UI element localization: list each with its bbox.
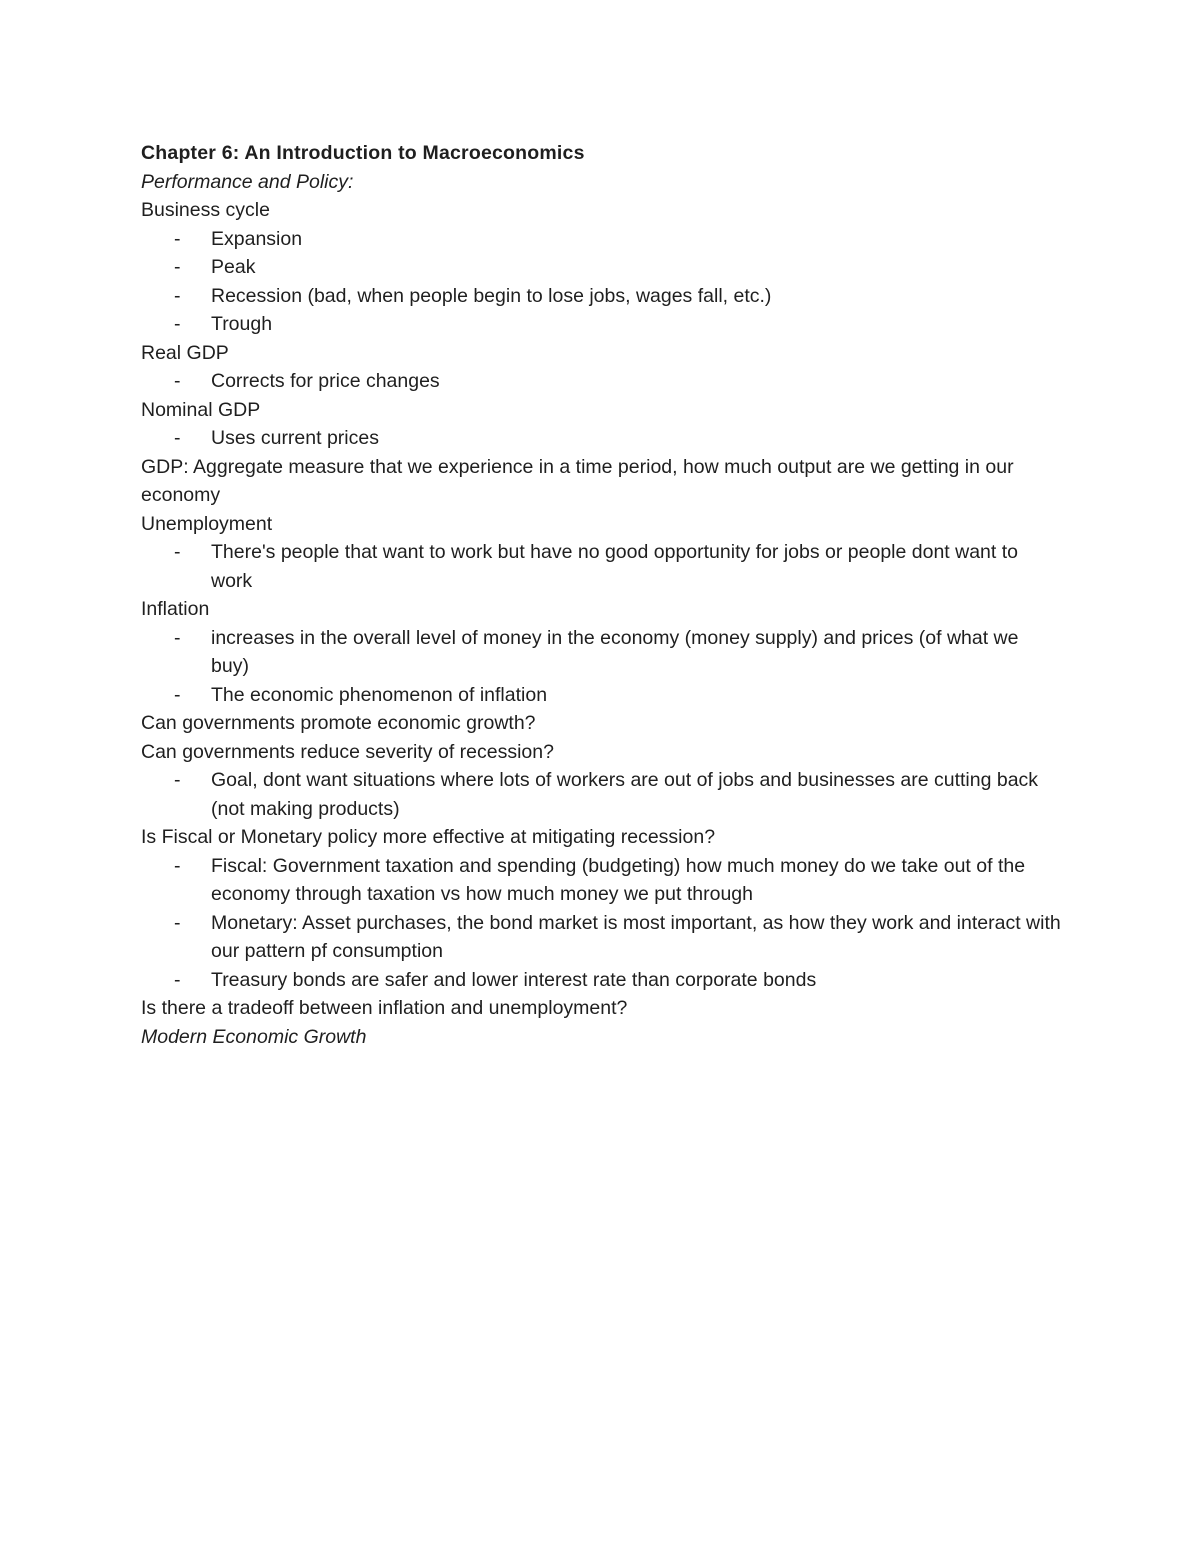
list-item-text: Monetary: Asset purchases, the bond market is most important, as how they work and interact with our pattern pf consumption	[211, 911, 1061, 962]
bullet-dash: -	[174, 683, 181, 706]
section-heading-modern-economic-growth: Modern Economic Growth	[141, 1025, 367, 1048]
list-item	[141, 852, 1061, 909]
list-item	[141, 681, 1061, 710]
list-item	[141, 225, 1061, 254]
list-item	[141, 966, 1061, 995]
question-fiscal-monetary: Is Fiscal or Monetary policy more effective at mitigating recession?	[141, 826, 716, 848]
bullet-dash: -	[174, 769, 181, 791]
heading-real-gdp: Real GDP	[141, 341, 229, 364]
list-item	[141, 909, 1061, 966]
list-item	[141, 282, 1061, 311]
list-item-text: Treasury bonds are safer and lower interest rate than corporate bonds	[211, 968, 817, 991]
bullet-dash: -	[174, 626, 181, 649]
question-economic-growth: Can governments promote economic growth?	[141, 712, 536, 734]
heading-business-cycle: Business cycle	[141, 199, 270, 221]
list-item-text: There's people that want to work but have no good opportunity for jobs or people dont want to work	[211, 541, 1018, 592]
document-body	[141, 139, 1061, 1051]
list-item-text: Uses current prices	[211, 427, 379, 449]
list-item	[141, 624, 1061, 681]
bullet-dash: -	[174, 911, 181, 934]
heading-inflation: Inflation	[141, 598, 210, 620]
gdp-definition: GDP: Aggregate measure that we experience in a time period, how much output are we getting in our economy	[141, 455, 1014, 506]
bullet-dash: -	[174, 370, 181, 392]
list-item	[141, 424, 1061, 453]
list-item	[141, 766, 1061, 823]
list-item	[141, 367, 1061, 396]
question-recession-severity: Can governments reduce severity of recession?	[141, 740, 554, 763]
bullet-dash: -	[174, 284, 181, 307]
list-item-text: Expansion	[211, 227, 303, 250]
bullet-dash: -	[174, 256, 181, 278]
bullet-dash: -	[174, 427, 181, 449]
list-item	[141, 253, 1061, 282]
list-item-text: Recession (bad, when people begin to lose jobs, wages fall, etc.)	[211, 284, 772, 307]
bullet-dash: -	[174, 541, 181, 563]
list-item-text: Goal, dont want situations where lots of workers are out of jobs and businesses are cutting back (not making products)	[211, 769, 1039, 820]
chapter-title: Chapter 6: An Introduction to Macroeconomics	[141, 142, 585, 164]
section-heading-performance-policy: Performance and Policy:	[141, 170, 354, 193]
bullet-dash: -	[174, 313, 181, 335]
bullet-dash: -	[174, 854, 181, 877]
list-item-text: Fiscal: Government taxation and spending (budgeting) how much money do we take out of the economy through taxation vs how much money we put through	[211, 854, 1026, 905]
list-item	[141, 538, 1061, 595]
bullet-dash: -	[174, 227, 181, 250]
bullet-dash: -	[174, 968, 181, 991]
list-item-text: Trough	[211, 313, 273, 335]
list-item-text: increases in the overall level of money in the economy (money supply) and prices (of what we buy)	[211, 626, 1019, 677]
list-item	[141, 310, 1061, 339]
heading-unemployment: Unemployment	[141, 512, 273, 535]
question-inflation-unemployment-tradeoff: Is there a tradeoff between inflation and unemployment?	[141, 997, 628, 1019]
heading-nominal-gdp: Nominal GDP	[141, 398, 261, 421]
list-item-text: Peak	[211, 256, 256, 278]
list-item-text: The economic phenomenon of inflation	[211, 683, 548, 706]
list-item-text: Corrects for price changes	[211, 370, 440, 392]
